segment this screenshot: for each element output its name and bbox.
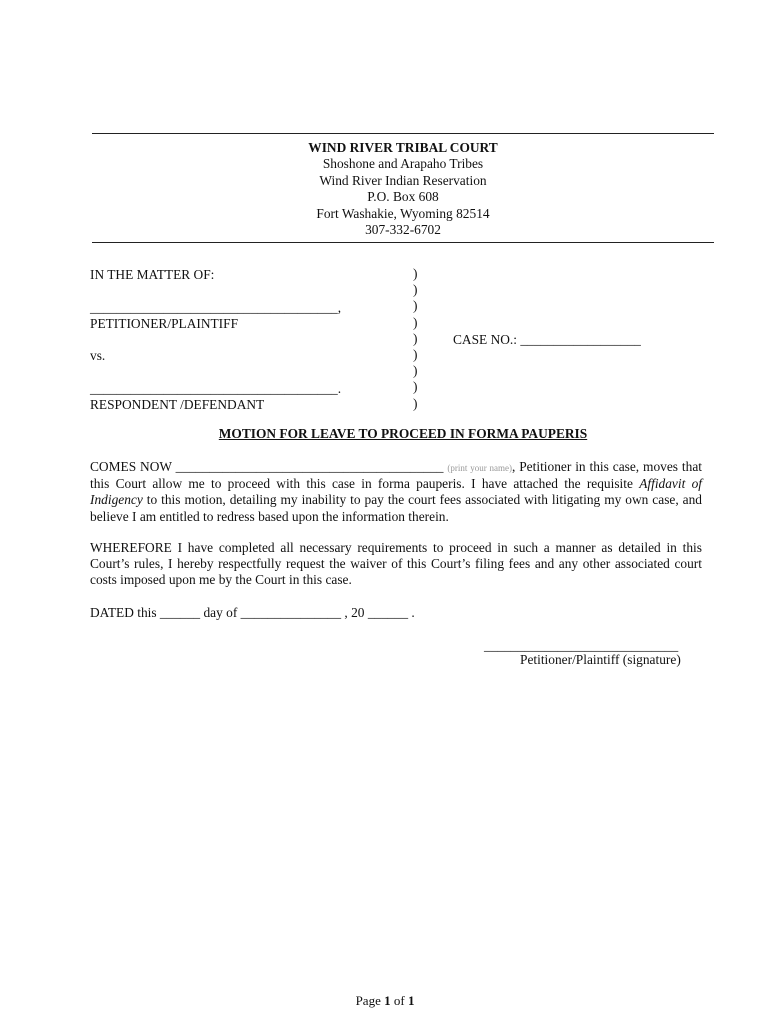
- comes-now-paragraph: [90, 459, 702, 525]
- reservation-line: Wind River Indian Reservation: [319, 172, 487, 188]
- comes-now-end: to this motion, detailing my inability to pay the court fees associated with litigating my own case, and believe I am entitled to redress based upon the information therein.: [90, 492, 702, 524]
- caption-parentheses: [413, 266, 417, 412]
- page-word: Page: [355, 993, 381, 1008]
- paren: ): [413, 363, 418, 379]
- vs-label: vs.: [90, 348, 106, 363]
- affidavit-reference: Affidavit of Indigency: [90, 476, 702, 508]
- page-footer: [0, 993, 770, 1009]
- tribes-line: Shoshone and Arapaho Tribes: [322, 156, 484, 172]
- bottom-rule: [92, 242, 714, 243]
- motion-title: MOTION FOR LEAVE TO PROCEED IN FORMA PAUPERIS: [218, 426, 588, 441]
- of-word: of: [393, 993, 405, 1008]
- court-name: WIND RIVER TRIBAL COURT: [308, 140, 498, 155]
- city-line: Fort Washakie, Wyoming 82514: [316, 205, 490, 221]
- petitioner-label: PETITIONER/PLAINTIFF: [90, 316, 239, 331]
- petitioner-name-line[interactable]: _____________________________________,: [90, 300, 342, 315]
- phone-line: 307-332-6702: [365, 222, 441, 238]
- respondent-name-line[interactable]: _____________________________________.: [90, 381, 342, 396]
- page-number: 1: [384, 993, 391, 1008]
- paren: ): [413, 266, 418, 281]
- comes-now-start[interactable]: COMES NOW ________________________________________: [90, 459, 448, 474]
- wherefore-paragraph: WHEREFORE I have completed all necessary requirements to proceed in such a manner as detailed in this Court’s rules, I hereby respectfully request the waiver of this Court’s filing fees and any other associated court costs imposed upon me by the Court in this case.: [90, 540, 702, 588]
- top-rule: [92, 133, 714, 134]
- signature-line[interactable]: _____________________________: [484, 638, 679, 653]
- respondent-label: RESPONDENT /DEFENDANT: [90, 397, 265, 412]
- paren: ): [413, 330, 418, 346]
- paren: ): [413, 298, 418, 314]
- paren: ): [413, 282, 418, 298]
- paren: ): [413, 347, 418, 363]
- paren: ): [413, 379, 418, 395]
- in-matter-label: IN THE MATTER OF:: [90, 267, 215, 282]
- signature-label: Petitioner/Plaintiff (signature): [520, 652, 681, 667]
- paren: ): [413, 314, 418, 330]
- case-number-field[interactable]: CASE NO.: __________________: [453, 332, 641, 347]
- dated-line[interactable]: DATED this ______ day of _______________ , 20 ______ .: [90, 605, 415, 620]
- comes-now-mid: , Petitioner in this case, moves that this Court allow me to proceed with this case in forma pauperis. I have attached the requisite: [90, 459, 702, 492]
- paren: ): [413, 395, 418, 411]
- po-box-line: P.O. Box 608: [367, 189, 439, 205]
- court-header: [92, 140, 714, 238]
- page-total: 1: [407, 993, 415, 1008]
- print-name-hint: (print your name): [447, 463, 512, 473]
